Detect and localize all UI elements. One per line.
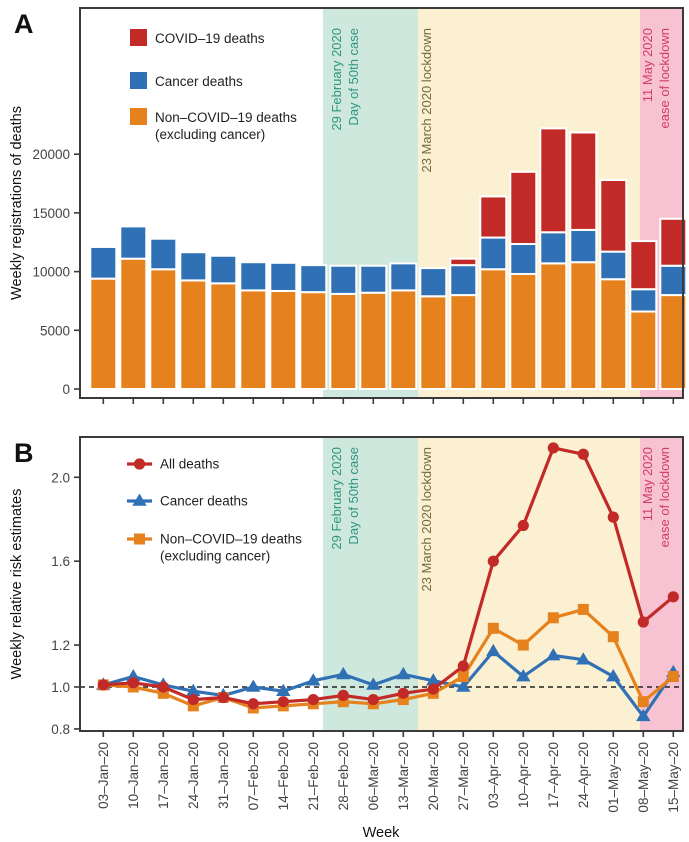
data-point-circle	[398, 688, 409, 699]
y-tick-label: 0.8	[51, 721, 70, 737]
legend-a-label: COVID–19 deaths	[155, 31, 265, 46]
data-point-circle	[158, 681, 169, 692]
band-label-case50: 29 February 2020	[329, 28, 344, 131]
data-point-circle	[338, 690, 349, 701]
band-label-ease: 11 May 2020	[640, 28, 655, 103]
band-label-case50: Day of 50th case	[346, 28, 361, 126]
band-label-lockdown: 23 March 2020 lockdown	[419, 28, 434, 173]
panel-b-label: B	[14, 438, 34, 468]
legend-a-label: Cancer deaths	[155, 74, 243, 89]
legend-b-marker-circle	[134, 458, 145, 469]
bar-segment-cancer	[120, 226, 146, 258]
bar-segment-noncovid	[570, 262, 596, 389]
data-point-circle	[428, 683, 439, 694]
legend-b-label: Cancer deaths	[160, 493, 248, 509]
data-point-square	[608, 631, 619, 642]
legend-a-swatch	[130, 72, 147, 89]
y-tick-label: 1.2	[51, 638, 70, 654]
bar-segment-noncovid	[360, 293, 386, 389]
bar-segment-noncovid	[600, 279, 626, 389]
bar-segment-cancer	[600, 252, 626, 280]
data-point-square	[578, 604, 589, 615]
bar-segment-cancer	[540, 232, 566, 263]
y-tick-label: 20000	[32, 147, 70, 163]
bar-segment-cancer	[300, 265, 326, 292]
x-tick-label: 31–Jan–20	[215, 742, 231, 809]
x-tick-label: 21–Feb–20	[305, 742, 321, 811]
bar-segment-noncovid	[420, 296, 446, 389]
x-axis-labels	[96, 742, 681, 813]
data-point-square	[518, 640, 529, 651]
bar-segment-covid	[630, 241, 656, 289]
x-tick-label: 17–Apr–20	[545, 742, 561, 809]
bar-segment-cancer	[420, 268, 446, 296]
data-point-circle	[458, 660, 469, 671]
bar-segment-noncovid	[630, 312, 656, 389]
x-tick-label: 17–Jan–20	[155, 742, 171, 809]
data-point-circle	[518, 520, 529, 531]
legend-a-swatch	[130, 108, 147, 125]
data-point-square	[548, 612, 559, 623]
bar-segment-cancer	[150, 239, 176, 270]
legend-b-sublabel: (excluding cancer)	[160, 548, 271, 564]
bar-segment-cancer	[480, 238, 506, 270]
data-point-circle	[128, 677, 139, 688]
legend-a-swatch	[130, 29, 147, 46]
bar-segment-cancer	[240, 262, 266, 290]
x-tick-label: 03–Jan–20	[95, 742, 111, 809]
bar-segment-noncovid	[480, 269, 506, 389]
bar-segment-noncovid	[270, 291, 296, 389]
bar-segment-covid	[540, 128, 566, 232]
bar-segment-noncovid	[390, 290, 416, 389]
x-tick-label: 13–Mar–20	[395, 742, 411, 811]
legend-a-sublabel: (excluding cancer)	[155, 127, 266, 142]
x-tick-label: 08–May–20	[635, 742, 651, 813]
bar-segment-cancer	[360, 266, 386, 293]
bar-segment-noncovid	[300, 292, 326, 389]
data-point-circle	[98, 679, 109, 690]
data-point-triangle	[246, 680, 260, 692]
panel-a	[32, 8, 686, 404]
band-label-case50: 29 February 2020	[329, 447, 344, 550]
bar-segment-cancer	[510, 244, 536, 274]
band-label-case50: Day of 50th case	[346, 447, 361, 545]
bar-segment-cancer	[330, 266, 356, 294]
bar-segment-noncovid	[450, 295, 476, 389]
legend-b-label: Non–COVID–19 deaths	[160, 531, 302, 547]
bar-segment-cancer	[90, 247, 116, 279]
data-point-circle	[608, 512, 619, 523]
y-tick-label: 1.6	[51, 554, 70, 570]
legend-b-marker-square	[134, 534, 145, 545]
x-tick-label: 28–Feb–20	[335, 742, 351, 811]
data-point-circle	[488, 556, 499, 567]
bar-segment-noncovid	[330, 294, 356, 389]
x-tick-label: 07–Feb–20	[245, 742, 261, 811]
data-point-square	[668, 671, 679, 682]
panel-b	[51, 437, 683, 737]
bar-segment-noncovid	[120, 259, 146, 389]
bar-segment-cancer	[570, 230, 596, 262]
bar-segment-covid	[450, 259, 476, 265]
bar-segment-cancer	[210, 256, 236, 284]
x-tick-label: 14–Feb–20	[275, 742, 291, 811]
bar-segment-covid	[570, 132, 596, 229]
band-label-ease: ease of lockdown	[657, 28, 672, 129]
band-label-lockdown: 23 March 2020 lockdown	[419, 447, 434, 592]
bar-segment-covid	[480, 196, 506, 237]
bar-segment-noncovid	[240, 290, 266, 389]
x-tick-label: 24–Apr–20	[575, 742, 591, 809]
x-tick-label: 20–Mar–20	[425, 742, 441, 811]
x-tick-label: 03–Apr–20	[485, 742, 501, 809]
y-tick-label: 2.0	[51, 470, 70, 486]
bar-segment-covid	[510, 172, 536, 244]
data-point-square	[458, 671, 469, 682]
y-tick-label: 5000	[39, 323, 70, 339]
band-label-ease: 11 May 2020	[640, 447, 655, 522]
bar-segment-noncovid	[180, 280, 206, 389]
bar-segment-covid	[600, 180, 626, 252]
bar-segment-noncovid	[540, 263, 566, 389]
y-tick-label: 15000	[32, 205, 70, 221]
bar-segment-noncovid	[210, 283, 236, 389]
y-tick-label: 0	[62, 382, 70, 397]
bar-segment-noncovid	[150, 269, 176, 389]
x-tick-label: 15–May–20	[665, 742, 681, 813]
y-tick-label: 10000	[32, 264, 70, 280]
data-point-circle	[638, 616, 649, 627]
band-label-ease: ease of lockdown	[657, 447, 672, 548]
x-tick-label: 01–May–20	[605, 742, 621, 813]
bar-segment-cancer	[180, 252, 206, 280]
data-point-circle	[278, 696, 289, 707]
data-point-circle	[668, 591, 679, 602]
x-tick-label: 24–Jan–20	[185, 742, 201, 809]
data-point-square	[638, 696, 649, 707]
panel-a-label: A	[14, 9, 34, 39]
bar-segment-cancer	[450, 265, 476, 295]
data-point-circle	[368, 694, 379, 705]
y-tick-label: 1.0	[51, 680, 70, 695]
x-tick-label: 10–Jan–20	[125, 742, 141, 809]
data-point-circle	[188, 694, 199, 705]
panel-b-y-axis-title: Weekly relative risk estimates	[9, 488, 25, 680]
bar-segment-cancer	[270, 263, 296, 291]
legend-a-label: Non–COVID–19 deaths	[155, 110, 297, 125]
data-point-circle	[218, 692, 229, 703]
bar-segment-noncovid	[90, 279, 116, 389]
data-point-circle	[578, 449, 589, 460]
data-point-circle	[308, 694, 319, 705]
legend-b-label: All deaths	[160, 456, 220, 472]
x-axis-title: Week	[362, 825, 400, 841]
bar-segment-noncovid	[510, 274, 536, 389]
data-point-circle	[548, 442, 559, 453]
data-point-circle	[248, 698, 259, 709]
x-tick-label: 06–Mar–20	[365, 742, 381, 811]
bar-segment-cancer	[390, 263, 416, 290]
x-tick-label: 10–Apr–20	[515, 742, 531, 809]
x-tick-label: 27–Mar–20	[455, 742, 471, 811]
panel-a-y-axis-title: Weekly registrations of deaths	[9, 106, 25, 300]
data-point-square	[488, 623, 499, 634]
bar-segment-cancer	[630, 289, 656, 311]
